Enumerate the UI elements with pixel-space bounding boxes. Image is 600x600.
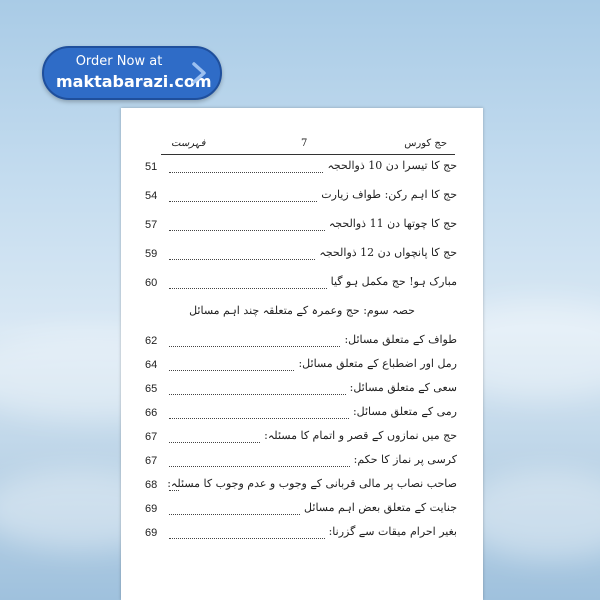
toc-page-number: 64 — [145, 359, 158, 371]
book-page — [121, 108, 483, 600]
dot-leader — [169, 490, 179, 491]
dot-leader — [169, 538, 325, 539]
toc-page-number: 60 — [145, 277, 158, 289]
toc-entry — [145, 524, 457, 544]
toc-entry — [145, 428, 457, 448]
dot-leader — [169, 370, 294, 371]
dot-leader — [169, 288, 327, 289]
toc-page-number: 66 — [145, 407, 158, 419]
toc-entry-title: جنایت کے متعلق بعض اہم مسائل — [304, 501, 457, 514]
dot-leader — [169, 346, 340, 347]
toc-entry-title: سعی کے متعلق مسائل: — [349, 381, 457, 394]
toc-page-number: 68 — [145, 479, 158, 491]
toc-entry-title: صاحب نصاب پر مالی قربانی کے وجوب و عدم وجوب کا مسئلہ: — [167, 477, 457, 490]
toc-entry — [145, 452, 457, 472]
toc-page-number: 59 — [145, 248, 158, 260]
toc-entry-title: کرسی پر نماز کا حکم: — [353, 453, 457, 466]
toc-entry-title: حج میں نمازوں کے قصر و اتمام کا مسئلہ: — [264, 429, 457, 442]
toc-page-number: 69 — [145, 527, 158, 539]
toc-entry — [145, 216, 457, 236]
toc-entry-title: حج کا تیسرا دن 10 ذوالحجہ — [327, 159, 457, 172]
website-label: maktabarazi.com — [56, 72, 212, 91]
toc-entry — [145, 332, 457, 352]
dot-leader — [169, 394, 346, 395]
dot-leader — [169, 418, 349, 419]
order-now-button[interactable] — [42, 46, 222, 100]
toc-entry — [145, 500, 457, 520]
toc-page-number: 69 — [145, 503, 158, 515]
toc-page-number: 67 — [145, 455, 158, 467]
toc-page-number: 54 — [145, 190, 158, 202]
toc-page-number: 65 — [145, 383, 158, 395]
section-heading: حصہ سوم: حج وعمرہ کے متعلقہ چند اہم مسائل — [189, 304, 415, 317]
toc-entry-title: حج کا چوتھا دن 11 ذوالحجہ — [328, 217, 457, 230]
toc-page-number: 62 — [145, 335, 158, 347]
toc-entry — [145, 187, 457, 207]
toc-entry-title: بغیر احرام میقات سے گزرنا: — [328, 525, 457, 538]
toc-entry-title: مبارک ہو! حج مکمل ہو گیا — [330, 275, 457, 288]
toc-page-number: 67 — [145, 431, 158, 443]
dot-leader — [169, 259, 315, 260]
toc-entry-title: رمی کے متعلق مسائل: — [352, 405, 457, 418]
toc-entry-title: حج کا اہم رکن: طواف زیارت — [321, 188, 457, 201]
running-head-section: فہرست — [171, 138, 206, 149]
toc-entry — [145, 476, 457, 496]
order-now-label: Order Now at — [75, 54, 163, 69]
toc-page-number: 51 — [145, 161, 158, 173]
chevron-right-icon — [188, 61, 210, 85]
toc-entry — [145, 404, 457, 424]
running-head-book-title: حج کورس — [404, 138, 447, 149]
dot-leader — [169, 201, 317, 202]
toc-entry-title: رمل اور اضطباع کے متعلق مسائل: — [298, 357, 457, 370]
toc-entry-title: حج کا پانچواں دن 12 ذوالحجہ — [319, 246, 457, 259]
toc-entry — [145, 158, 457, 178]
dot-leader — [169, 172, 323, 173]
toc-entry — [145, 274, 457, 294]
dot-leader — [169, 466, 350, 467]
toc-entry — [145, 245, 457, 265]
header-rule — [161, 154, 455, 155]
dot-leader — [169, 230, 325, 231]
dot-leader — [169, 514, 300, 515]
running-head-page-number: 7 — [301, 138, 308, 149]
dot-leader — [169, 442, 260, 443]
toc-page-number: 57 — [145, 219, 158, 231]
toc-entry — [145, 356, 457, 376]
toc-entry — [145, 380, 457, 400]
toc-entry-title: طواف کے متعلق مسائل: — [344, 333, 457, 346]
